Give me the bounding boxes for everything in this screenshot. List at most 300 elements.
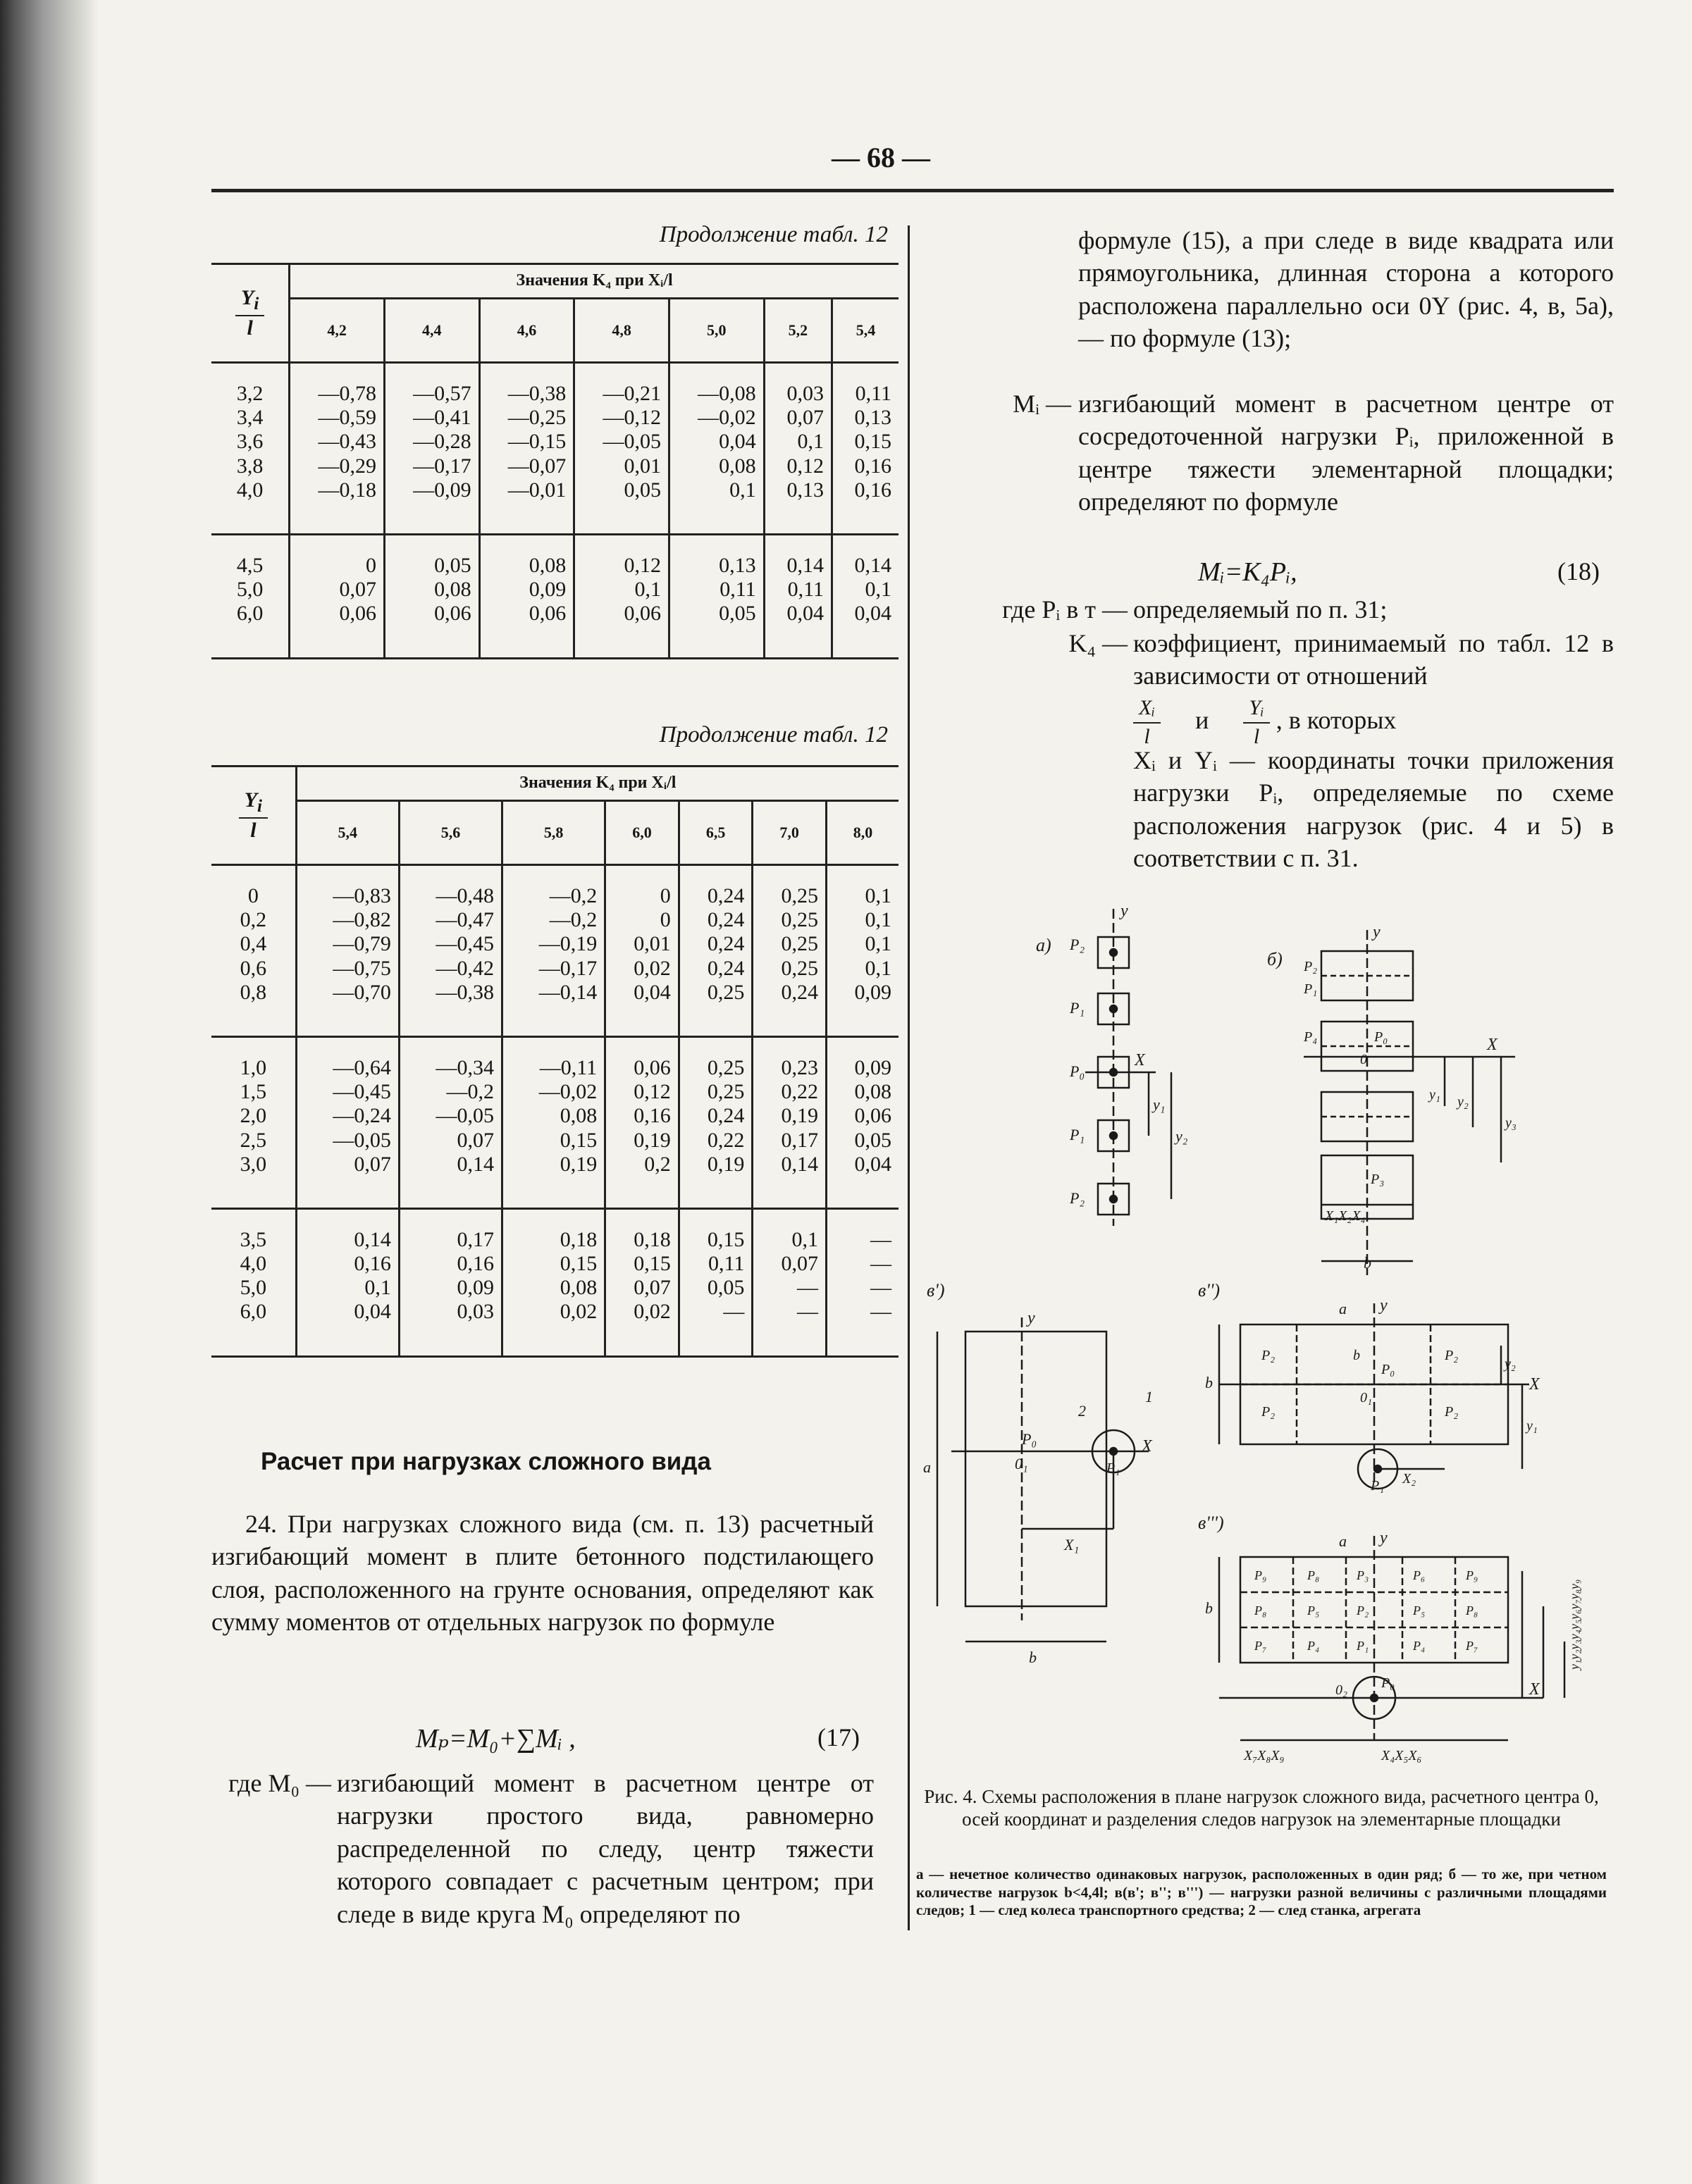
table-cell: —0,19	[502, 932, 605, 956]
table-cell: 0,05	[384, 554, 479, 578]
table-cell: 0,2	[605, 1153, 679, 1177]
table-cell: —0,17	[384, 454, 479, 478]
table-cell: 0,24	[753, 981, 827, 1005]
table-cell: 0,06	[574, 602, 669, 626]
table-cell: 0,19	[502, 1153, 605, 1177]
row-y-value: 3,6	[236, 430, 264, 454]
scheme-v1-a-dim: a	[923, 1458, 931, 1476]
table-cell: 0,08	[479, 554, 574, 578]
table-row	[211, 554, 899, 578]
row-y-value: 4,0	[240, 1252, 267, 1276]
scheme-v1-x1: X₁	[1064, 1536, 1080, 1553]
table-cell: —	[826, 1276, 899, 1300]
table-cell: 0,11	[832, 382, 899, 406]
table-cell: 0,19	[679, 1153, 753, 1177]
table-cell: —0,64	[296, 1056, 399, 1080]
column-header: 5,0	[669, 299, 764, 363]
table-cell: 0	[290, 554, 385, 578]
table-cell: —0,2	[502, 884, 605, 908]
table-cell: 0,19	[605, 1129, 679, 1153]
scheme-v3-p9-r: P₉	[1466, 1568, 1478, 1582]
definition-k4-text-3: Xᵢ и Yᵢ — координаты точки приложения нагрузки Pᵢ, определяемые по схеме расположения нагрузок (рис. 4 и 5) в соответствии с п. 31.	[1133, 746, 1614, 873]
scheme-b-label: б)	[1267, 949, 1283, 969]
table-cell: —0,17	[502, 957, 605, 981]
scheme-v2-p2-br: P₂	[1445, 1404, 1459, 1420]
scheme-b-x-coords: X₁X₂X₄	[1325, 1208, 1366, 1224]
scheme-b-origin: 0	[1360, 1052, 1367, 1067]
table-cell: 0,18	[605, 1228, 679, 1252]
table-cell: 0,04	[669, 430, 764, 454]
table-cell: 0,08	[669, 454, 764, 478]
table-cell: 0,14	[764, 554, 832, 578]
table-cell: 0,09	[826, 981, 899, 1005]
scheme-b-y3: y₃	[1505, 1115, 1517, 1131]
scheme-v2	[1198, 1280, 1540, 1494]
scheme-b-p4: P₄	[1304, 1029, 1318, 1045]
table-cell: 0,02	[605, 1300, 679, 1324]
scheme-v3-p8-ml: P₈	[1254, 1603, 1267, 1618]
table-cell: —0,34	[399, 1056, 502, 1080]
table-row	[211, 1153, 899, 1177]
table-cell: 0,1	[826, 957, 899, 981]
table-cell: 0,1	[764, 430, 832, 454]
table-cell: 0,13	[764, 478, 832, 502]
table-cell: 0,03	[399, 1300, 502, 1324]
scheme-a-p1-top: P₁	[1070, 999, 1085, 1017]
paragraph-continuation: формуле (15), а при следе в виде квадрата или прямоугольника, длинная сторона a которого расположена параллельно оси 0Y (рис. 4, в, 5а),— по формуле (13);	[1078, 226, 1614, 353]
definition-m0-term: где M₀ —	[228, 1769, 331, 1797]
table-row	[211, 382, 899, 406]
table-row	[211, 908, 899, 932]
scheme-v3-p5-r: P₅	[1413, 1603, 1426, 1618]
table2	[211, 767, 899, 1358]
table-cell: 0,24	[679, 1104, 753, 1128]
table-cell: 0,04	[832, 602, 899, 626]
scheme-b-b-dim: b	[1364, 1254, 1371, 1272]
table-cell: 0,04	[764, 602, 832, 626]
table-cell: 0,14	[296, 1228, 399, 1252]
column-header: 5,2	[764, 299, 832, 363]
column-header: 6,0	[605, 801, 679, 865]
scheme-b-p0: P₀	[1374, 1029, 1388, 1045]
table-cell: 0,18	[502, 1228, 605, 1252]
table-cell: 0,15	[502, 1129, 605, 1153]
table-cell: —	[679, 1300, 753, 1324]
table-cell: —0,45	[399, 932, 502, 956]
table-cell: 0,1	[826, 908, 899, 932]
table-cell: 0,19	[753, 1104, 827, 1128]
table-cell: 0,11	[669, 578, 764, 602]
row-y-value: 0,6	[240, 956, 267, 980]
row-y-value: 4,5	[236, 553, 264, 577]
table-cell: 0,1	[753, 1228, 827, 1252]
table-cell: 0,01	[574, 454, 669, 478]
table-cell: —0,57	[384, 382, 479, 406]
scheme-v3-y-axis-label: y	[1380, 1529, 1388, 1547]
table-cell: —0,38	[399, 981, 502, 1005]
column-header: 4,8	[574, 299, 669, 363]
scheme-v1-p1: P₁	[1106, 1460, 1120, 1476]
row-y-value: 0,2	[240, 908, 267, 932]
scheme-v3-p5: P₅	[1307, 1603, 1320, 1618]
table-group-end	[211, 626, 899, 659]
table-row	[211, 478, 899, 502]
table1	[211, 265, 899, 659]
scheme-a-p2-bottom: P₂	[1070, 1189, 1085, 1207]
table-cell: 0	[605, 908, 679, 932]
formula-17: Mₚ=M₀+∑Mᵢ ,	[416, 1724, 576, 1754]
table-cell: 0,1	[832, 578, 899, 602]
table-cell: 0,24	[679, 932, 753, 956]
row-y-value: 0,8	[240, 980, 267, 1004]
scheme-b-x-axis-label: X	[1487, 1036, 1498, 1054]
table-row-spacer	[211, 1208, 899, 1228]
column-header: 4,4	[384, 299, 479, 363]
table-cell: 0,12	[605, 1080, 679, 1104]
scheme-v3-p7-l: P₇	[1254, 1639, 1267, 1653]
table-row	[211, 1129, 899, 1153]
scheme-b-y-axis-label: y	[1373, 923, 1381, 941]
table-cell: 0,24	[679, 908, 753, 932]
table-cell: 0,16	[399, 1252, 502, 1276]
row-y-value: 5,0	[240, 1276, 267, 1300]
table-cell: 0,16	[832, 478, 899, 502]
scheme-v2-p0: P₀	[1381, 1362, 1395, 1377]
table-cell: —0,05	[399, 1104, 502, 1128]
table-cell: —	[753, 1300, 827, 1324]
scheme-v2-o1: 0₁	[1360, 1390, 1372, 1406]
table-row	[211, 406, 899, 430]
paragraph-24: 24. При нагрузках сложного вида (см. п. 13) расчетный изгибающий момент в плите бетонного подстилающего слоя, расположенного на грунте основания, определяют как сумму моментов от отдельных нагрузок по формуле	[211, 1510, 874, 1637]
table-cell: —0,24	[296, 1104, 399, 1128]
table-cell: —	[826, 1300, 899, 1324]
scheme-v1-o1: 0₁	[1015, 1455, 1028, 1472]
table-cell: 0,06	[290, 602, 385, 626]
table-cell: —0,14	[502, 981, 605, 1005]
table-cell: 0,06	[605, 1056, 679, 1080]
table-cell: 0,07	[753, 1252, 827, 1276]
table-cell: 0,16	[605, 1104, 679, 1128]
table-cell: 0,1	[296, 1276, 399, 1300]
scheme-b	[1267, 923, 1517, 1275]
table-cell: 0,02	[502, 1300, 605, 1324]
scheme-v3-p8-mr: P₈	[1466, 1603, 1478, 1618]
table-group-end	[211, 1177, 899, 1209]
table-cell: 0,24	[679, 957, 753, 981]
table1-caption: Продолжение табл. 12	[659, 222, 888, 247]
scheme-v1-mark-2: 2	[1078, 1402, 1086, 1420]
table-cell: 0,03	[764, 382, 832, 406]
table-cell: —0,48	[399, 884, 502, 908]
table-cell: —0,2	[502, 908, 605, 932]
ratio-tail: , в которых	[1276, 705, 1397, 734]
table-cell: 0,07	[764, 406, 832, 430]
table-cell: 0,22	[753, 1080, 827, 1104]
table-cell: 0,14	[753, 1153, 827, 1177]
scheme-v3-x-axis-label: X	[1529, 1680, 1540, 1699]
table-cell: —0,07	[479, 454, 574, 478]
table-cell: —0,05	[296, 1129, 399, 1153]
ratio-and: и	[1195, 705, 1209, 734]
scheme-v3	[1198, 1513, 1581, 1763]
scheme-v2-x2: X₂	[1402, 1471, 1416, 1487]
table-cell: 0,15	[679, 1228, 753, 1252]
definition-m0-text: изгибающий момент в расчетном центре от нагрузки простого вида, равномерно распределенной по следу, центр тяжести которого совпадает с расчетным центром; при следе в виде круга M₀ определяют по	[337, 1769, 874, 1928]
ratio-x: $\frac{\text{Xᵢ}}{l}$	[1133, 695, 1161, 750]
table-row	[211, 578, 899, 602]
table-cell: 0,15	[605, 1252, 679, 1276]
scheme-v3-x-coords-left: X₇X₈X₉	[1244, 1748, 1285, 1763]
table-cell: —0,01	[479, 478, 574, 502]
table-cell: 0,25	[679, 1080, 753, 1104]
scheme-a-p2-top: P₂	[1070, 936, 1085, 953]
table-cell: 0,05	[826, 1129, 899, 1153]
table-cell: —0,25	[479, 406, 574, 430]
definition-k4	[930, 627, 1614, 902]
equation-number-17: (17)	[817, 1723, 860, 1751]
table-row-spacer	[211, 865, 899, 885]
definition-pi	[930, 593, 1614, 628]
table-cell: 0,08	[384, 578, 479, 602]
scheme-v2-y1: y₁	[1526, 1418, 1538, 1434]
definition-mi	[930, 387, 1614, 557]
scheme-v3-p0: P₀	[1381, 1675, 1395, 1691]
column-header: 6,5	[679, 801, 753, 865]
table-cell: —0,12	[574, 406, 669, 430]
scheme-v2-p1: P₁	[1371, 1478, 1385, 1494]
row-y-value: 6,0	[240, 1300, 267, 1324]
table-row	[211, 957, 899, 981]
scheme-b-p3: P₃	[1371, 1172, 1385, 1187]
section-heading: Расчет при нагрузках сложного вида	[261, 1448, 711, 1475]
scheme-a-p0: P₀	[1070, 1062, 1085, 1080]
table-cell: 0,11	[679, 1252, 753, 1276]
scheme-v3-p3: P₃	[1357, 1568, 1369, 1582]
header-rule	[211, 189, 1614, 192]
table-cell: 0,23	[753, 1056, 827, 1080]
table-row	[211, 430, 899, 454]
table-cell: —0,41	[384, 406, 479, 430]
row-y-value: 5,0	[236, 578, 264, 602]
scheme-b-y1: y₁	[1429, 1087, 1440, 1103]
table-cell: 0,25	[753, 957, 827, 981]
table-group-end	[211, 1324, 899, 1357]
table-cell: —	[826, 1228, 899, 1252]
table-cell: —0,59	[290, 406, 385, 430]
column-header: 8,0	[826, 801, 899, 865]
table-cell: 0,07	[399, 1129, 502, 1153]
figure-4-diagrams	[909, 895, 1614, 1775]
table-row	[211, 1056, 899, 1080]
definition-k4-term: K₄ —	[1068, 629, 1128, 657]
table-cell: 0,04	[826, 1153, 899, 1177]
table-cell: 0,08	[502, 1104, 605, 1128]
table-cell: 0,16	[832, 454, 899, 478]
table-cell: —0,47	[399, 908, 502, 932]
table-cell: 0,08	[502, 1276, 605, 1300]
definition-pi-term: где Pᵢ в т —	[1002, 595, 1128, 623]
scheme-a-label: а)	[1036, 935, 1051, 955]
table-cell: 0,07	[290, 578, 385, 602]
table-cell: 0,12	[574, 554, 669, 578]
table-cell: —	[826, 1252, 899, 1276]
ratio-y: $\frac{\text{Yᵢ}}{l}$	[1243, 695, 1269, 750]
row-y-value: 3,5	[240, 1227, 267, 1251]
table-row	[211, 1276, 899, 1300]
row-y-value: 2,0	[240, 1104, 267, 1128]
table-cell: 0,13	[669, 554, 764, 578]
scheme-v2-x-axis-label: X	[1529, 1375, 1540, 1394]
column-header: 5,6	[399, 801, 502, 865]
table-group-end	[211, 502, 899, 535]
table-cell: 0,1	[826, 884, 899, 908]
row-y-value: 0,4	[240, 932, 267, 956]
scheme-v2-p2-tl: P₂	[1261, 1348, 1276, 1363]
table-cell: 0,25	[753, 884, 827, 908]
column-header: 5,8	[502, 801, 605, 865]
scheme-v3-p6: P₆	[1413, 1568, 1426, 1582]
table-cell: —0,05	[574, 430, 669, 454]
definition-k4-ratios	[1133, 695, 1614, 750]
scheme-v3-p4: P₄	[1307, 1639, 1320, 1653]
table-cell: —0,79	[296, 932, 399, 956]
table-cell: 0,01	[605, 932, 679, 956]
scheme-v1	[923, 1280, 1153, 1666]
scheme-v1-p0: P₀	[1022, 1430, 1037, 1448]
formula-18: Mᵢ=K₄Pᵢ,	[1198, 557, 1297, 587]
row-y-value: 3,4	[236, 406, 264, 430]
row-y-value: 2,5	[240, 1128, 267, 1152]
table2-group-header: Значения K₄ при Xᵢ/l	[296, 767, 899, 801]
table-cell: —0,2	[399, 1080, 502, 1104]
table-cell: 0,06	[826, 1104, 899, 1128]
scheme-v1-mark-1: 1	[1145, 1388, 1153, 1406]
scheme-v1-x-axis-label: X	[1142, 1437, 1152, 1456]
scheme-b-y2: y₂	[1457, 1094, 1469, 1110]
table-cell: 0,24	[679, 884, 753, 908]
table-row	[211, 1300, 899, 1324]
table-cell: 0,14	[832, 554, 899, 578]
table-cell: 0,25	[679, 981, 753, 1005]
definition-k4-text-1: коэффициент, принимаемый по табл. 12 в зависимости от отношений	[1133, 629, 1614, 690]
table-cell: 0,17	[399, 1228, 502, 1252]
table-row	[211, 454, 899, 478]
table-cell: 0,05	[574, 478, 669, 502]
scheme-v3-p9-l: P₉	[1254, 1568, 1267, 1582]
table-cell: —0,29	[290, 454, 385, 478]
scheme-v2-y-axis-label: y	[1380, 1296, 1388, 1315]
table-row-spacer	[211, 1036, 899, 1056]
scheme-a-y-axis-label: y	[1120, 902, 1128, 920]
scheme-v3-p7-r: P₇	[1466, 1639, 1478, 1653]
table-cell: 0,1	[669, 478, 764, 502]
table-cell: —0,82	[296, 908, 399, 932]
table-cell: —0,21	[574, 382, 669, 406]
table-cell: 0,11	[764, 578, 832, 602]
table-cell: —0,42	[399, 957, 502, 981]
scheme-a-y2: y₂	[1175, 1127, 1188, 1145]
scheme-v3-p2: P₂	[1357, 1603, 1369, 1618]
table-cell: 0,14	[399, 1153, 502, 1177]
row-y-value: 6,0	[236, 602, 264, 626]
table-cell: —0,45	[296, 1080, 399, 1104]
table-cell: —0,75	[296, 957, 399, 981]
scheme-v3-p8-l: P₈	[1307, 1568, 1320, 1582]
equation-number-18: (18)	[1557, 557, 1600, 585]
column-header: 5,4	[832, 299, 899, 363]
table-cell: 0,04	[605, 981, 679, 1005]
definition-mi-text: изгибающий момент в расчетном центре от сосредоточенной нагрузки Pᵢ, приложенной в центре тяжести элементарной площадки; определяют по формуле	[1078, 390, 1614, 516]
scheme-v3-o2: 0₂	[1335, 1682, 1347, 1698]
table-cell: 0,25	[753, 932, 827, 956]
column-header: 5,4	[296, 801, 399, 865]
definition-m0	[211, 1767, 874, 1929]
scheme-b-p2: P₂	[1304, 959, 1318, 974]
table-cell: —0,08	[669, 382, 764, 406]
scheme-v3-p1: P₁	[1357, 1639, 1369, 1653]
table-cell: —0,38	[479, 382, 574, 406]
table2-y-header: $\frac{Y_i}{l}$	[239, 788, 268, 843]
scheme-v1-y-axis-label: y	[1027, 1309, 1035, 1327]
table-row	[211, 981, 899, 1005]
table-cell: 0,08	[826, 1080, 899, 1104]
table-cell: 0,25	[679, 1056, 753, 1080]
column-header: 7,0	[753, 801, 827, 865]
table-row	[211, 602, 899, 626]
table-cell: 0,05	[669, 602, 764, 626]
definition-pi-text: определяемый по п. 31;	[1133, 595, 1388, 623]
table-cell: —0,09	[384, 478, 479, 502]
scheme-v2-p2-bl: P₂	[1261, 1404, 1276, 1420]
table1-group-header: Значения K₄ при Xᵢ/l	[290, 265, 899, 299]
table-row	[211, 932, 899, 956]
table-row	[211, 884, 899, 908]
table-row-spacer	[211, 363, 899, 383]
scheme-v3-x-coords-right: X₄X₅X₆	[1381, 1748, 1422, 1763]
table-cell: —0,18	[290, 478, 385, 502]
table-cell: 0,04	[296, 1300, 399, 1324]
table-row	[211, 1252, 899, 1276]
row-y-value: 3,8	[236, 454, 264, 478]
column-header: 4,2	[290, 299, 385, 363]
table-cell: 0,09	[826, 1056, 899, 1080]
scheme-v2-label: в'')	[1198, 1280, 1221, 1301]
table-cell: 0,07	[605, 1276, 679, 1300]
scheme-v3-p4-r: P₄	[1413, 1639, 1426, 1653]
table-cell: —	[753, 1276, 827, 1300]
table-cell: —0,11	[502, 1056, 605, 1080]
table-cell: 0,15	[502, 1252, 605, 1276]
table-cell: —0,15	[479, 430, 574, 454]
scheme-a-y1: y₁	[1153, 1096, 1166, 1113]
scheme-a-x-axis-label: X	[1135, 1051, 1145, 1069]
scheme-v2-b-inner: b	[1353, 1348, 1360, 1363]
row-y-value: 4,0	[236, 478, 264, 502]
table-cell: —0,02	[669, 406, 764, 430]
table-cell: 0,12	[764, 454, 832, 478]
table-row-spacer	[211, 534, 899, 554]
table-cell: 0,02	[605, 957, 679, 981]
page-number: — 68 —	[832, 142, 930, 173]
table-group-end	[211, 1005, 899, 1037]
table-row	[211, 1104, 899, 1128]
table-cell: 0,1	[574, 578, 669, 602]
scan-binding-edge	[0, 0, 99, 2184]
scheme-v1-label: в')	[927, 1280, 945, 1301]
scheme-v2-b-dim: b	[1205, 1374, 1213, 1391]
table-cell: —0,70	[296, 981, 399, 1005]
table-cell: 0,17	[753, 1129, 827, 1153]
